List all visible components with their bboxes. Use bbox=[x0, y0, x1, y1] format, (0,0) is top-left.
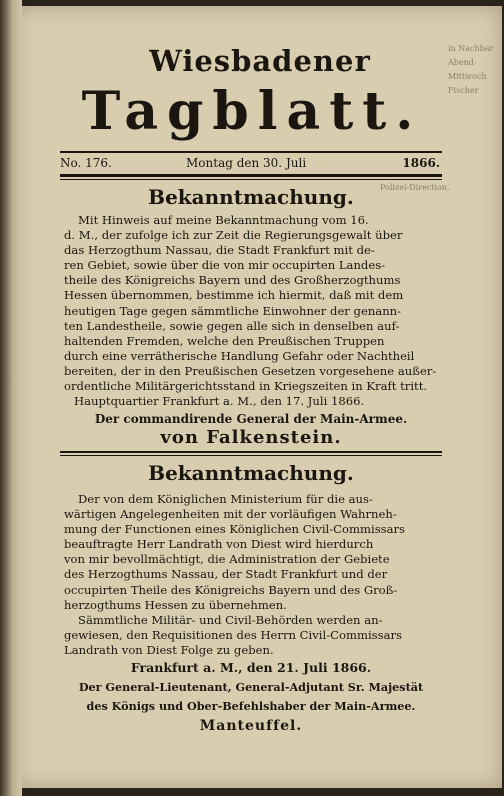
issue-line bbox=[60, 156, 440, 172]
notice-line: haltenden Fremden, welche den Preußischen Truppen bbox=[64, 333, 385, 348]
notice-signer-title: Der General-Lieutenant, General-Adjutant Sr. Majestät bbox=[78, 680, 424, 694]
notice-line: des Herzogthums Nassau, der Stadt Frankfurt und der bbox=[64, 567, 388, 582]
masthead-subtitle: Wiesbadener bbox=[149, 44, 371, 78]
notice-line: beauftragte Herr Landrath von Diest wird hierdurch bbox=[64, 537, 374, 552]
bleed-through-text: Abend- bbox=[448, 58, 477, 67]
notice-line: von mir bevollmächtigt, die Administration der Gebiete bbox=[64, 552, 390, 567]
issue-rule-thin bbox=[60, 179, 442, 180]
notice-signer-title: Der commandirende General der Main-Armee. bbox=[94, 412, 408, 426]
notice-line: das Herzogthum Nassau, die Stadt Frankfurt mit de- bbox=[64, 243, 375, 258]
notice-line: d. M., der zufolge ich zur Zeit die Regierungsgewalt über bbox=[64, 228, 403, 243]
bleed-through-text: Polizei-Direction. bbox=[380, 183, 450, 192]
notice-line: gewiesen, den Requisitionen des Herrn Civil-Commissars bbox=[64, 627, 402, 642]
notice-line: occupirten Theile des Königreichs Bayern und des Groß- bbox=[64, 582, 398, 597]
masthead-rule bbox=[60, 151, 442, 153]
notice-line: herzogthums Hessen zu übernehmen. bbox=[64, 597, 287, 612]
notice-line: Mit Hinweis auf meine Bekanntmachung vom 16. bbox=[78, 213, 369, 227]
notice-signer-title: des Königs und Ober-Befehlshaber der Main-Armee. bbox=[86, 699, 416, 713]
page-binding-edge bbox=[0, 0, 22, 796]
bleed-through-text: in Nachbar bbox=[448, 44, 494, 53]
notice-line: bereiten, der in den Preußischen Gesetzen vorgesehene außer- bbox=[64, 363, 437, 378]
notice-line: durch eine verrätherische Handlung Gefahr oder Nachtheil bbox=[64, 348, 415, 363]
notice-line: Hessen übernommen, bestimme ich hiermit, daß mit dem bbox=[64, 288, 404, 303]
notice-line: Sämmtliche Militär- und Civil-Behörden werden an- bbox=[78, 612, 383, 627]
notice-line: heutigen Tage gegen sämmtliche Einwohner der genann- bbox=[64, 303, 402, 318]
notice-signer-name: von Falkenstein. bbox=[160, 427, 342, 448]
bleed-through-text: Mittwoch bbox=[448, 72, 487, 81]
issue-year: 1866. bbox=[402, 156, 440, 170]
notice-place-date: Hauptquartier Frankfurt a. M., den 17. Juli 1866. bbox=[74, 394, 365, 409]
notice-body bbox=[64, 492, 442, 658]
notice-line: ten Landestheile, sowie gegen alle sich in denselben auf- bbox=[64, 318, 400, 333]
notice-line: ordentliche Militärgerichtsstand in Kriegszeiten in Kraft tritt. bbox=[64, 379, 428, 394]
notice-heading: Bekanntmachung. bbox=[148, 461, 354, 485]
notice-line: wärtigen Angelegenheiten mit der vorläufigen Wahrneh- bbox=[64, 507, 397, 522]
notice-place-date: Frankfurt a. M., den 21. Juli 1866. bbox=[130, 660, 372, 675]
notice-heading: Bekanntmachung. bbox=[148, 185, 354, 209]
section-rule-thin bbox=[60, 455, 442, 456]
section-rule bbox=[60, 451, 442, 453]
bleed-through-text: Fischer bbox=[448, 86, 479, 95]
notice-line: Der von dem Königlichen Ministerium für die aus- bbox=[78, 492, 373, 506]
notice-line: mung der Functionen eines Königlichen Civil-Commissars bbox=[64, 522, 406, 537]
notice-signer-name: Manteuffel. bbox=[199, 718, 303, 734]
issue-number: No. 176. bbox=[60, 156, 112, 170]
notice-line: theile des Königreichs Bayern und des Großherzogthums bbox=[64, 273, 401, 288]
masthead-title: Tagblatt. bbox=[81, 81, 423, 142]
notice-line: Landrath von Diest Folge zu geben. bbox=[64, 642, 274, 657]
notice-body bbox=[64, 213, 442, 409]
issue-date: Montag den 30. Juli bbox=[186, 156, 307, 170]
notice-line: ren Gebiet, sowie über die von mir occupirten Landes- bbox=[64, 258, 386, 273]
issue-rule bbox=[60, 174, 442, 177]
